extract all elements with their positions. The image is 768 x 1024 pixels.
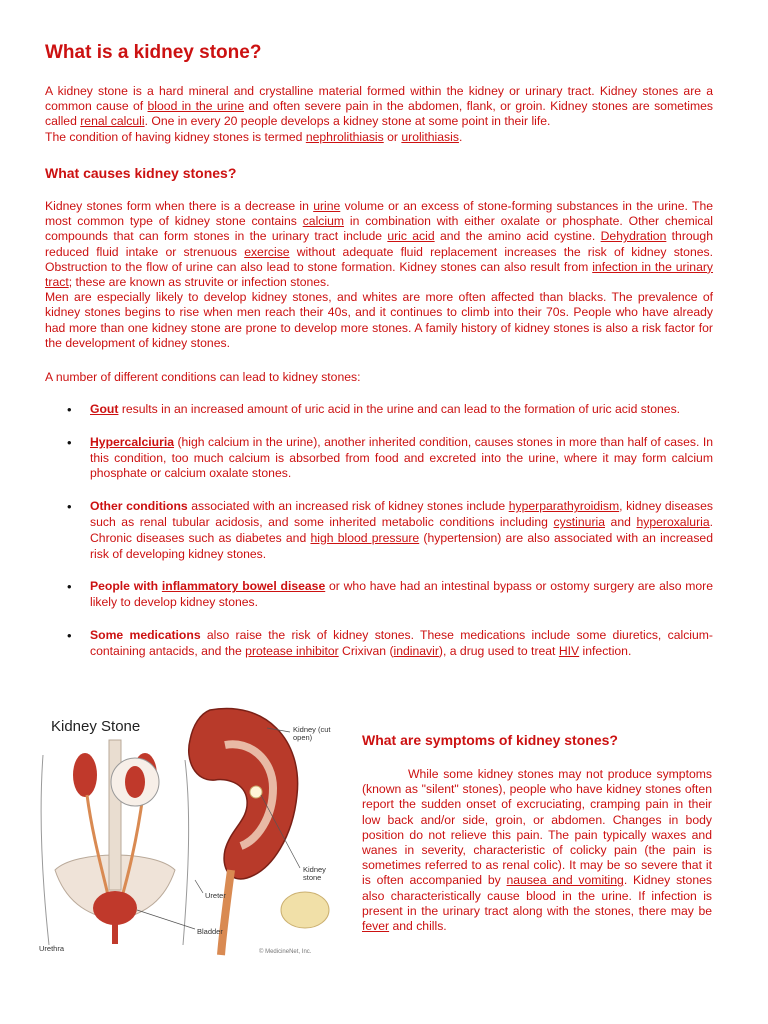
text: and (605, 514, 637, 529)
text: in combination with either oxalate or phosphate. Other chemical compounds that can form stones in the urinary tract include (45, 214, 714, 244)
stone-in-kidney (250, 786, 262, 798)
small-kidney-left (73, 753, 97, 797)
text: through reduced fluid intake or strenuous (45, 229, 713, 259)
link-urine[interactable]: urine (313, 199, 341, 213)
conditions-list (45, 402, 713, 677)
link-dehydration[interactable]: Dehydration (600, 229, 667, 244)
text: . Chronic diseases such as diabetes and (90, 514, 714, 545)
label-people-with: People with (90, 579, 162, 594)
text: The condition of having kidney stones is termed (45, 129, 306, 144)
symptoms-heading: What are symptoms of kidney stones? (362, 732, 618, 748)
label-ureter: Ureter (205, 891, 226, 900)
text: ; these are known as struvite or infection stones. (68, 275, 330, 290)
figure-credit: © MedicineNet, Inc. (259, 949, 312, 955)
text: . Kidney stones also characteristically cause blood in the urine. If infection is present in the urinary tract along with the stones, there may be (362, 873, 712, 918)
link-cystinuria[interactable]: cystinuria (553, 514, 605, 529)
text: and chills. (389, 919, 447, 934)
bladder (93, 891, 137, 925)
text: infection. (579, 643, 632, 658)
text: . One in every 20 people develops a kidney stone at some point in their life. (144, 114, 551, 129)
body-outline-right (183, 760, 189, 945)
link-hyperparathyroidism[interactable]: hyperparathyroidism (508, 499, 620, 514)
link-urolithiasis[interactable]: urolithiasis (401, 129, 459, 144)
text: While some kidney stones may not produce symptoms (known as "silent" stones), people who have kidney stones often report the sudden onset of excruciating, cramping pain in their low back and/or side, groin, or abdomen. Changes in body position do not relieve this pain. The pain typically waxes and wanes in severity, characteristic of colicky pain (the pain is sometimes referred to as renal colic). It may be so severe that it is often accompanied by (362, 767, 712, 888)
text: (high calcium in the urine), another inherited condition, causes stones in more than half of cases. In this condition, too much calcium is absorbed from food and excreted into the urine, where it may form calcium phosphate or calcium oxalate stones. (90, 434, 713, 481)
link-uric-acid[interactable]: uric acid (387, 229, 435, 244)
kidney-stone-illustration (35, 700, 345, 960)
text: or who have had an intestinal bypass or ostomy surgery are also more likely to develop kidney stones. (90, 579, 714, 610)
link-exercise[interactable]: exercise (244, 244, 290, 259)
text: or (383, 129, 402, 144)
text: and often severe pain in the abdomen, flank, or groin. Kidney stones are sometimes called (45, 99, 713, 129)
intro-paragraph (45, 84, 713, 145)
bullet: • (67, 402, 72, 417)
text: associated with an increased risk of kidney stones include (187, 499, 509, 514)
link-hiv[interactable]: HIV (558, 643, 580, 658)
magnified-kidney (125, 766, 145, 798)
bullet: • (67, 434, 72, 450)
text: , kidney diseases such as renal tubular acidosis, and some inherited metabolic conditions including (90, 499, 713, 529)
text: also raise the risk of kidney stones. These medications include some diuretics, calcium-containing antacids, and the (90, 627, 713, 658)
text: results in an increased amount of uric acid in the urine and can lead to the formation of uric acid stones. (118, 402, 681, 416)
text: without adequate fluid replacement increases the risk of kidney stones. Obstruction to the flow of urine can also lead to stone formation. Kidney stones can also result from (45, 244, 713, 274)
link-inflammatory-bowel-disease[interactable]: inflammatory bowel disease (161, 579, 326, 594)
kidney-stone-closeup (281, 892, 329, 928)
list-item-other-conditions (45, 499, 713, 562)
text: (hypertension) are also associated with an increased risk of developing kidney stones. (90, 530, 713, 561)
link-calcium[interactable]: calcium (302, 214, 345, 229)
label-other-conditions: Other conditions (90, 499, 188, 514)
causes-heading: What causes kidney stones? (45, 165, 237, 181)
text: Kidney stones form when there is a decrease in (45, 199, 314, 213)
body-outline-left (41, 755, 49, 945)
bullet: • (67, 627, 72, 643)
text: . (458, 129, 463, 144)
text: Crixivan ( (338, 643, 394, 658)
link-renal-calculi[interactable]: renal calculi (80, 114, 145, 129)
label-some-medications: Some medications (90, 627, 201, 642)
label-kidney-cut-open: Kidney (cut open) (293, 725, 331, 742)
bullet: • (67, 499, 72, 515)
link-infection-urinary-tract[interactable]: infection in the urinary tract (45, 259, 714, 290)
causes-paragraph (45, 199, 713, 351)
text: Men are especially likely to develop kidney stones, and whites are more often affected than blacks. The prevalence of kidney stones begins to rise when men reach their 40s, and it continues to climb into their 70s. People who have already had more than one kidney stone are prone to develop more stones. A family history of kidney stones is also a risk factor for the development of kidney stones. (45, 290, 713, 350)
large-ureter (221, 870, 231, 955)
list-item-medications (45, 628, 713, 660)
label-bladder: Bladder (197, 927, 223, 936)
list-item-gout (45, 402, 713, 418)
link-blood-in-urine[interactable]: blood in the urine (147, 99, 244, 114)
link-hyperoxaluria[interactable]: hyperoxaluria (636, 514, 710, 529)
conditions-lead: A number of different conditions can lead to kidney stones: (45, 370, 361, 384)
bullet: • (67, 579, 72, 595)
link-protease-inhibitor[interactable]: protease inhibitor (245, 643, 339, 658)
link-gout[interactable]: Gout (90, 402, 119, 416)
urethra (112, 922, 118, 944)
label-kidney-stone: Kidney stone (303, 865, 326, 882)
link-high-blood-pressure[interactable]: high blood pressure (310, 530, 420, 545)
leader-bladder (137, 910, 195, 929)
list-item-ibd (45, 579, 713, 611)
text: ), a drug used to treat (438, 643, 559, 658)
link-hypercalciuria[interactable]: Hypercalciuria (90, 434, 175, 449)
leader-ureter (195, 880, 203, 893)
link-fever[interactable]: fever (362, 919, 390, 934)
large-kidney (189, 708, 298, 879)
page-title: What is a kidney stone? (45, 42, 262, 63)
link-nephrolithiasis[interactable]: nephrolithiasis (305, 129, 384, 144)
spine (109, 740, 121, 890)
text: and the amino acid cystine. (434, 229, 601, 244)
link-nausea-vomiting[interactable]: nausea and vomiting (506, 873, 624, 888)
label-urethra: Urethra (39, 944, 65, 953)
link-indinavir[interactable]: indinavir (393, 643, 439, 658)
text: volume or an excess of stone-forming substances in the urine. The most common type of kidney stone contains (45, 199, 714, 229)
text: A kidney stone is a hard mineral and crystalline material formed within the kidney or urinary tract. Kidney stones are a common cause of (45, 84, 713, 114)
list-item-hypercalciuria (45, 435, 713, 482)
symptoms-paragraph (362, 767, 712, 934)
figure-title: Kidney Stone (51, 718, 141, 735)
